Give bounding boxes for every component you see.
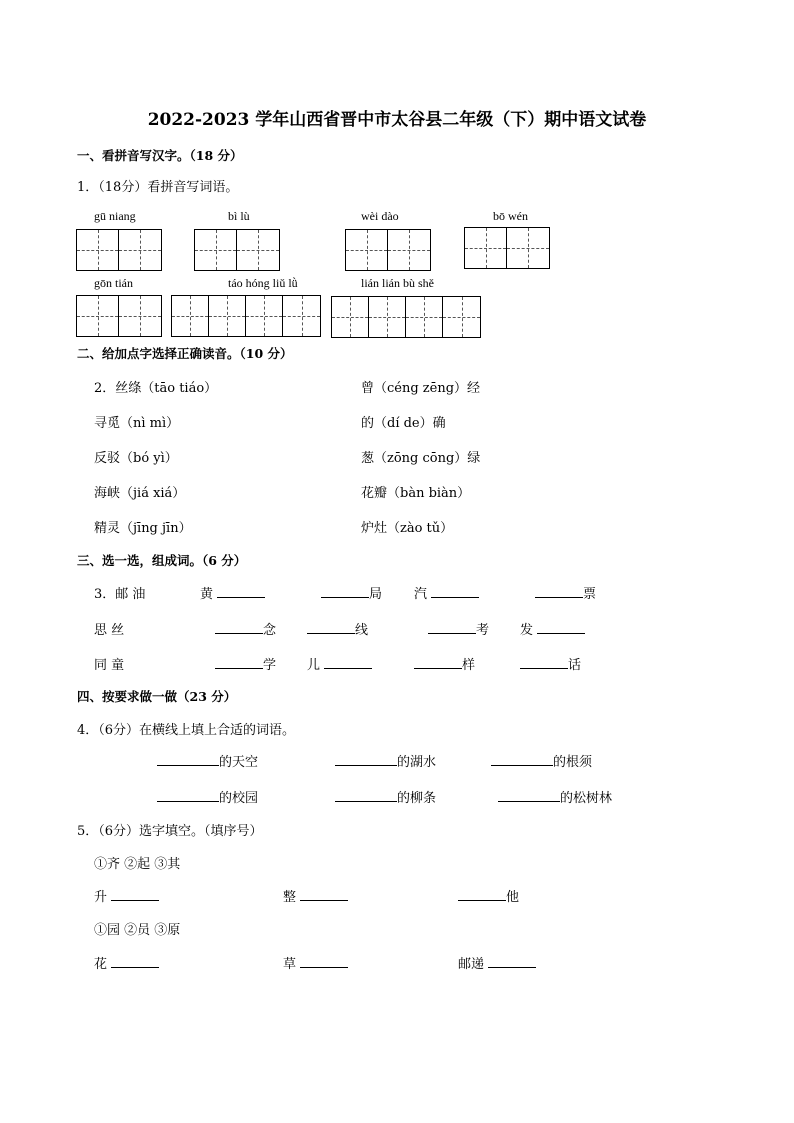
question-1: 1．（18分）看拼音写词语。	[77, 180, 239, 195]
tianzige-box[interactable]	[76, 229, 162, 271]
tianzige-box[interactable]	[464, 227, 550, 269]
answer-blank[interactable]	[321, 585, 369, 598]
pinyin-label: wèi dào	[361, 209, 399, 223]
char-fill: 整	[283, 886, 348, 905]
word-fill: 票	[535, 583, 596, 602]
word-fill: 样	[414, 654, 475, 673]
reading-item: 葱（zōng cōng）绿	[361, 451, 481, 466]
tianzige-box[interactable]	[331, 296, 481, 338]
fill-phrase: 的根须	[491, 751, 592, 770]
reading-item: 的（dí de）确	[361, 416, 446, 431]
answer-blank[interactable]	[215, 656, 263, 669]
pinyin-label: lián lián bù shě	[361, 276, 434, 290]
section-heading-4: 四、按要求做一做（23 分）	[77, 689, 237, 704]
reading-item: 精灵（jīng jīn）	[94, 521, 192, 536]
answer-blank[interactable]	[335, 789, 397, 802]
char-options: ①园 ②员 ③原	[94, 923, 181, 938]
char-fill: 升	[94, 886, 159, 905]
answer-blank[interactable]	[300, 955, 348, 968]
answer-blank[interactable]	[498, 789, 560, 802]
word-pair-label: 思 丝	[94, 623, 125, 638]
section-heading-2: 二、给加点字选择正确读音。（10 分）	[77, 346, 293, 361]
answer-blank[interactable]	[157, 753, 219, 766]
fill-phrase: 的校园	[157, 787, 258, 806]
answer-blank[interactable]	[111, 888, 159, 901]
tianzige-box[interactable]	[171, 295, 321, 337]
word-pair-label: 同 童	[94, 658, 125, 673]
word-fill: 发	[520, 619, 585, 638]
word-fill: 汽	[414, 583, 479, 602]
answer-blank[interactable]	[324, 656, 372, 669]
section-heading-1: 一、看拼音写汉字。（18 分）	[77, 148, 243, 163]
tianzige-box[interactable]	[76, 295, 162, 337]
reading-item: 反驳（bó yì）	[94, 451, 178, 466]
answer-blank[interactable]	[217, 585, 265, 598]
page-title: 2022-2023 学年山西省晋中市太谷县二年级（下）期中语文试卷	[147, 110, 647, 130]
fill-phrase: 的天空	[157, 751, 258, 770]
pinyin-label: táo hóng liǔ lǜ	[228, 276, 298, 290]
answer-blank[interactable]	[458, 888, 506, 901]
fill-phrase: 的松树林	[498, 787, 612, 806]
answer-blank[interactable]	[535, 585, 583, 598]
answer-blank[interactable]	[335, 753, 397, 766]
reading-item: 2．丝绦（tāo tiáo）	[94, 381, 218, 396]
char-fill: 草	[283, 953, 348, 972]
answer-blank[interactable]	[431, 585, 479, 598]
pinyin-label: gōn tián	[94, 276, 133, 290]
question-4: 4．（6分）在横线上填上合适的词语。	[77, 723, 296, 738]
char-fill: 邮递	[458, 953, 536, 972]
answer-blank[interactable]	[537, 621, 585, 634]
tianzige-box[interactable]	[194, 229, 280, 271]
question-5: 5．（6分）选字填空。（填序号）	[77, 824, 263, 839]
word-fill: 考	[428, 619, 489, 638]
fill-phrase: 的柳条	[335, 787, 436, 806]
reading-item: 寻觅（nì mì）	[94, 416, 180, 431]
word-fill: 局	[321, 583, 382, 602]
answer-blank[interactable]	[414, 656, 462, 669]
reading-item: 花瓣（bàn biàn）	[361, 486, 471, 501]
pinyin-label: gū niang	[94, 209, 136, 223]
answer-blank[interactable]	[428, 621, 476, 634]
word-fill: 线	[307, 619, 368, 638]
answer-blank[interactable]	[307, 621, 355, 634]
reading-item: 曾（céng zēng）经	[361, 381, 481, 396]
word-fill: 学	[215, 654, 276, 673]
answer-blank[interactable]	[157, 789, 219, 802]
word-fill: 黄	[200, 583, 265, 602]
word-fill: 话	[520, 654, 581, 673]
fill-phrase: 的湖水	[335, 751, 436, 770]
answer-blank[interactable]	[520, 656, 568, 669]
char-options: ①齐 ②起 ③其	[94, 857, 181, 872]
reading-item: 炉灶（zào tǔ）	[361, 521, 454, 536]
answer-blank[interactable]	[488, 955, 536, 968]
answer-blank[interactable]	[111, 955, 159, 968]
section-heading-3: 三、选一选，组成词。（6 分）	[77, 553, 247, 568]
word-fill: 念	[215, 619, 276, 638]
word-pair-label: 3．邮 油	[94, 587, 146, 602]
pinyin-label: bō wén	[493, 209, 528, 223]
word-fill: 儿	[307, 654, 372, 673]
tianzige-box[interactable]	[345, 229, 431, 271]
pinyin-label: bì lù	[228, 209, 250, 223]
answer-blank[interactable]	[491, 753, 553, 766]
char-fill: 花	[94, 953, 159, 972]
char-fill: 他	[458, 886, 519, 905]
reading-item: 海峡（jiá xiá）	[94, 486, 186, 501]
answer-blank[interactable]	[215, 621, 263, 634]
answer-blank[interactable]	[300, 888, 348, 901]
